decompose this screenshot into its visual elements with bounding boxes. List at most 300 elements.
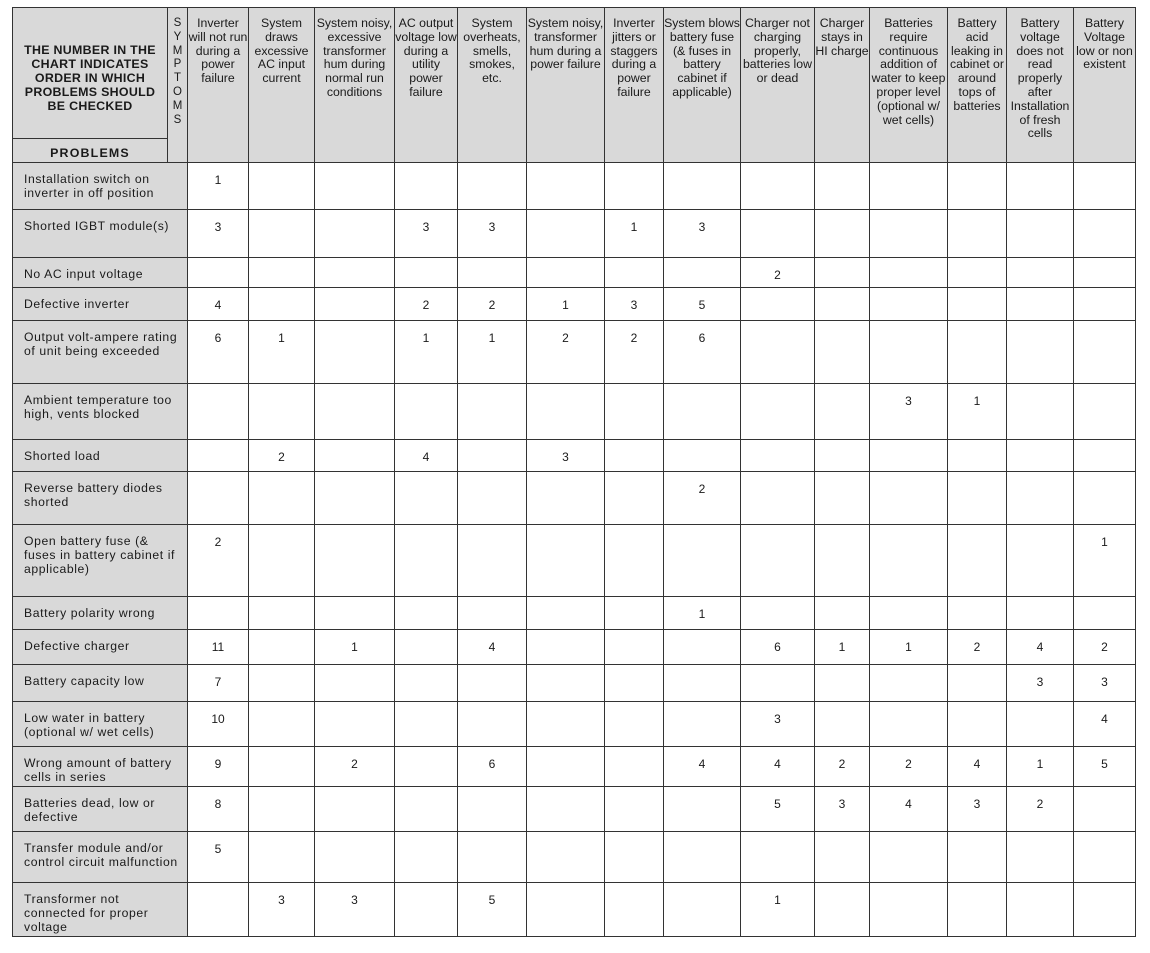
check-order-cell: 1 (458, 321, 527, 384)
check-order-cell (1007, 597, 1074, 630)
symptom-header: System noisy, transformer hum during a power failure (527, 8, 605, 163)
check-order-cell (249, 597, 315, 630)
check-order-cell (188, 384, 249, 440)
problems-table-body (13, 163, 1136, 937)
check-order-cell: 2 (458, 288, 527, 321)
problem-label: Battery polarity wrong (13, 597, 188, 630)
check-order-cell (188, 883, 249, 937)
check-order-cell (315, 832, 395, 883)
check-order-cell (605, 163, 664, 210)
table-row (13, 832, 1136, 883)
check-order-cell (1074, 321, 1136, 384)
table-row (13, 630, 1136, 665)
check-order-cell: 1 (527, 288, 605, 321)
check-order-cell (527, 472, 605, 525)
check-order-cell: 6 (458, 747, 527, 787)
symptom-header: Batteries require continuous addition of water to keep proper level (optional w/ wet cells) (870, 8, 948, 163)
problem-label: Battery capacity low (13, 665, 188, 702)
check-order-cell (605, 747, 664, 787)
check-order-cell (741, 321, 815, 384)
check-order-cell (870, 321, 948, 384)
symptom-header: Inverter jitters or staggers during a power failure (605, 8, 664, 163)
corner-divider (13, 138, 167, 139)
check-order-cell (527, 630, 605, 665)
symptom-header: AC output voltage low during a utility power failure (395, 8, 458, 163)
check-order-cell (1007, 288, 1074, 321)
check-order-cell (741, 832, 815, 883)
check-order-cell: 2 (1074, 630, 1136, 665)
check-order-cell: 1 (815, 630, 870, 665)
check-order-cell (1074, 384, 1136, 440)
check-order-cell (948, 665, 1007, 702)
problem-label: Output volt-ampere rating of unit being exceeded (13, 321, 188, 384)
check-order-cell (870, 288, 948, 321)
problem-label: Wrong amount of battery cells in series (13, 747, 188, 787)
symptom-header: Charger stays in HI charge (815, 8, 870, 163)
check-order-cell (527, 665, 605, 702)
check-order-cell (1007, 702, 1074, 747)
check-order-cell (815, 163, 870, 210)
check-order-cell: 10 (188, 702, 249, 747)
check-order-cell (315, 440, 395, 472)
check-order-cell (458, 258, 527, 288)
check-order-cell: 2 (188, 525, 249, 597)
check-order-cell: 1 (188, 163, 249, 210)
check-order-cell (815, 321, 870, 384)
check-order-cell (815, 525, 870, 597)
check-order-cell (395, 630, 458, 665)
check-order-cell (948, 258, 1007, 288)
check-order-cell (664, 525, 741, 597)
check-order-cell (249, 787, 315, 832)
table-row (13, 472, 1136, 525)
check-order-cell: 4 (188, 288, 249, 321)
check-order-cell (741, 288, 815, 321)
check-order-cell (870, 702, 948, 747)
check-order-cell: 3 (458, 210, 527, 258)
check-order-cell: 9 (188, 747, 249, 787)
check-order-cell (315, 384, 395, 440)
check-order-cell: 3 (741, 702, 815, 747)
check-order-cell (1074, 288, 1136, 321)
check-order-cell (1074, 472, 1136, 525)
check-order-cell (249, 630, 315, 665)
check-order-cell (741, 472, 815, 525)
check-order-cell (1007, 163, 1074, 210)
check-order-cell: 2 (395, 288, 458, 321)
check-order-cell (948, 525, 1007, 597)
check-order-cell (458, 787, 527, 832)
check-order-cell (315, 258, 395, 288)
check-order-cell: 3 (1007, 665, 1074, 702)
check-order-cell: 8 (188, 787, 249, 832)
problem-label: Shorted load (13, 440, 188, 472)
problem-label: Reverse battery diodes shorted (13, 472, 188, 525)
check-order-cell (948, 883, 1007, 937)
check-order-cell: 5 (188, 832, 249, 883)
check-order-cell: 3 (664, 210, 741, 258)
chart-legend-cell (13, 8, 168, 163)
check-order-cell (605, 787, 664, 832)
symptoms-letter: P (173, 58, 182, 71)
check-order-cell (605, 665, 664, 702)
check-order-cell (315, 321, 395, 384)
check-order-cell: 3 (605, 288, 664, 321)
check-order-cell (315, 702, 395, 747)
check-order-cell: 1 (315, 630, 395, 665)
check-order-cell (1074, 883, 1136, 937)
check-order-cell: 1 (249, 321, 315, 384)
check-order-cell (188, 472, 249, 525)
check-order-cell (249, 747, 315, 787)
check-order-cell (870, 832, 948, 883)
header-row (13, 8, 1136, 163)
check-order-cell (249, 702, 315, 747)
problem-label: Shorted IGBT module(s) (13, 210, 188, 258)
symptom-header: Battery voltage does not read properly after Installation of fresh cells (1007, 8, 1074, 163)
check-order-cell: 4 (458, 630, 527, 665)
check-order-cell (948, 832, 1007, 883)
check-order-cell: 4 (1074, 702, 1136, 747)
check-order-cell: 4 (870, 787, 948, 832)
check-order-cell (458, 832, 527, 883)
check-order-cell: 11 (188, 630, 249, 665)
check-order-cell: 6 (188, 321, 249, 384)
check-order-cell: 2 (948, 630, 1007, 665)
check-order-cell (948, 702, 1007, 747)
check-order-cell: 3 (249, 883, 315, 937)
check-order-cell (948, 472, 1007, 525)
check-order-cell (249, 210, 315, 258)
troubleshooting-chart (12, 7, 1136, 937)
check-order-cell: 4 (395, 440, 458, 472)
check-order-cell: 6 (741, 630, 815, 665)
table-row (13, 702, 1136, 747)
problem-label: Installation switch on inverter in off position (13, 163, 188, 210)
check-order-cell (249, 163, 315, 210)
symptom-header: System draws excessive AC input current (249, 8, 315, 163)
check-order-cell (315, 288, 395, 321)
check-order-cell: 3 (815, 787, 870, 832)
check-order-cell: 2 (815, 747, 870, 787)
check-order-cell (948, 597, 1007, 630)
check-order-cell (315, 472, 395, 525)
check-order-cell (815, 665, 870, 702)
check-order-cell (395, 384, 458, 440)
check-order-cell (605, 440, 664, 472)
check-order-cell (605, 597, 664, 630)
check-order-cell (1007, 832, 1074, 883)
check-order-cell (249, 665, 315, 702)
check-order-cell: 2 (870, 747, 948, 787)
check-order-cell (664, 163, 741, 210)
symptoms-letter: Y (173, 30, 182, 43)
check-order-cell (249, 525, 315, 597)
check-order-cell (188, 440, 249, 472)
check-order-cell (527, 883, 605, 937)
check-order-cell (870, 440, 948, 472)
check-order-cell (664, 702, 741, 747)
check-order-cell: 3 (948, 787, 1007, 832)
check-order-cell (1074, 210, 1136, 258)
table-row (13, 163, 1136, 210)
check-order-cell (870, 210, 948, 258)
table-row (13, 747, 1136, 787)
check-order-cell (741, 440, 815, 472)
check-order-cell (605, 258, 664, 288)
check-order-cell (1074, 258, 1136, 288)
table-row (13, 288, 1136, 321)
check-order-cell (395, 597, 458, 630)
check-order-cell (815, 702, 870, 747)
symptoms-letter: M (172, 44, 183, 57)
symptom-header: System blows battery fuse (& fuses in battery cabinet if applicable) (664, 8, 741, 163)
check-order-cell (527, 525, 605, 597)
check-order-cell: 4 (741, 747, 815, 787)
check-order-cell (395, 702, 458, 747)
symptom-header: Battery Voltage low or non existent (1074, 8, 1136, 163)
check-order-cell: 3 (1074, 665, 1136, 702)
check-order-cell (395, 258, 458, 288)
symptoms-letter: S (173, 113, 182, 126)
check-order-cell (741, 210, 815, 258)
check-order-cell (815, 440, 870, 472)
check-order-cell: 5 (741, 787, 815, 832)
check-order-cell (1007, 384, 1074, 440)
table-row (13, 210, 1136, 258)
check-order-cell (395, 163, 458, 210)
problem-label: Ambient temperature too high, vents blocked (13, 384, 188, 440)
check-order-cell (741, 163, 815, 210)
check-order-cell (870, 665, 948, 702)
check-order-cell (605, 883, 664, 937)
check-order-cell: 2 (1007, 787, 1074, 832)
check-order-cell (188, 258, 249, 288)
check-order-cell (1007, 883, 1074, 937)
check-order-cell (664, 440, 741, 472)
check-order-cell (815, 210, 870, 258)
check-order-cell: 7 (188, 665, 249, 702)
check-order-cell (948, 210, 1007, 258)
check-order-cell (527, 163, 605, 210)
check-order-cell (664, 665, 741, 702)
check-order-cell (1007, 258, 1074, 288)
check-order-cell: 1 (948, 384, 1007, 440)
check-order-cell: 2 (605, 321, 664, 384)
check-order-cell (664, 630, 741, 665)
symptoms-letter: M (172, 99, 183, 112)
check-order-cell (741, 525, 815, 597)
check-order-cell: 2 (315, 747, 395, 787)
problem-label: Batteries dead, low or defective (13, 787, 188, 832)
symptom-header: System overheats, smells, smokes, etc. (458, 8, 527, 163)
check-order-cell: 3 (395, 210, 458, 258)
check-order-cell (664, 832, 741, 883)
chart-title: THE NUMBER IN THE CHART INDICATES ORDER IN WHICH PROBLEMS SHOULD BE CHECKED (24, 43, 156, 113)
check-order-cell (188, 597, 249, 630)
problem-label: Defective inverter (13, 288, 188, 321)
check-order-cell: 4 (948, 747, 1007, 787)
check-order-cell: 3 (870, 384, 948, 440)
check-order-cell (870, 163, 948, 210)
check-order-cell (1074, 163, 1136, 210)
symptom-header: Battery acid leaking in cabinet or around tops of batteries (948, 8, 1007, 163)
check-order-cell: 1 (741, 883, 815, 937)
check-order-cell (527, 210, 605, 258)
symptoms-letter: S (173, 17, 182, 29)
check-order-cell (315, 163, 395, 210)
check-order-cell: 2 (664, 472, 741, 525)
symptoms-letter: O (173, 85, 182, 98)
check-order-cell (948, 440, 1007, 472)
check-order-cell (948, 288, 1007, 321)
check-order-cell: 3 (188, 210, 249, 258)
check-order-cell (815, 597, 870, 630)
table-row (13, 258, 1136, 288)
check-order-cell (458, 472, 527, 525)
check-order-cell (1007, 321, 1074, 384)
table-row (13, 787, 1136, 832)
check-order-cell: 2 (527, 321, 605, 384)
check-order-cell: 4 (1007, 630, 1074, 665)
check-order-cell (1007, 525, 1074, 597)
check-order-cell (458, 525, 527, 597)
check-order-cell (527, 702, 605, 747)
check-order-cell (948, 163, 1007, 210)
check-order-cell (458, 597, 527, 630)
check-order-cell (870, 883, 948, 937)
check-order-cell (664, 787, 741, 832)
check-order-cell (815, 832, 870, 883)
check-order-cell (1007, 210, 1074, 258)
check-order-cell (605, 472, 664, 525)
check-order-cell (249, 832, 315, 883)
check-order-cell (664, 384, 741, 440)
check-order-cell (249, 472, 315, 525)
check-order-cell: 3 (527, 440, 605, 472)
problem-label: Transformer not connected for proper voltage (13, 883, 188, 937)
check-order-cell: 1 (1074, 525, 1136, 597)
check-order-cell (870, 258, 948, 288)
check-order-cell (395, 747, 458, 787)
check-order-cell (527, 787, 605, 832)
check-order-cell (527, 258, 605, 288)
check-order-cell: 1 (664, 597, 741, 630)
check-order-cell (315, 787, 395, 832)
check-order-cell (458, 163, 527, 210)
check-order-cell (315, 525, 395, 597)
check-order-cell (870, 525, 948, 597)
check-order-cell (249, 288, 315, 321)
check-order-cell (315, 665, 395, 702)
symptom-header: Inverter will not run during a power failure (188, 8, 249, 163)
check-order-cell: 6 (664, 321, 741, 384)
check-order-cell (395, 665, 458, 702)
check-order-cell (605, 630, 664, 665)
check-order-cell (395, 472, 458, 525)
check-order-cell (870, 597, 948, 630)
symptoms-heading (168, 8, 188, 163)
check-order-cell (741, 665, 815, 702)
check-order-cell (605, 832, 664, 883)
check-order-cell (249, 258, 315, 288)
table-row (13, 665, 1136, 702)
symptom-header: Charger not charging properly, batteries low or dead (741, 8, 815, 163)
problem-label: Defective charger (13, 630, 188, 665)
problem-label: No AC input voltage (13, 258, 188, 288)
check-order-cell (458, 440, 527, 472)
table-row (13, 883, 1136, 937)
check-order-cell (315, 210, 395, 258)
check-order-cell (815, 288, 870, 321)
check-order-cell (815, 883, 870, 937)
check-order-cell (605, 525, 664, 597)
check-order-cell: 1 (870, 630, 948, 665)
check-order-cell (605, 384, 664, 440)
check-order-cell (1074, 787, 1136, 832)
check-order-cell (395, 832, 458, 883)
check-order-cell: 2 (741, 258, 815, 288)
table-row (13, 321, 1136, 384)
table-row (13, 597, 1136, 630)
check-order-cell (395, 787, 458, 832)
problem-label: Transfer module and/or control circuit malfunction (13, 832, 188, 883)
check-order-cell (870, 472, 948, 525)
check-order-cell (815, 258, 870, 288)
check-order-cell (815, 472, 870, 525)
check-order-cell (458, 665, 527, 702)
check-order-cell (1007, 440, 1074, 472)
table-row (13, 384, 1136, 440)
check-order-cell (315, 597, 395, 630)
check-order-cell (527, 384, 605, 440)
symptoms-letter: T (173, 72, 182, 85)
problem-label: Low water in battery (optional w/ wet cells) (13, 702, 188, 747)
problems-heading: PROBLEMS (50, 146, 130, 160)
check-order-cell (527, 832, 605, 883)
check-order-cell: 3 (315, 883, 395, 937)
check-order-cell (1007, 472, 1074, 525)
check-order-cell: 4 (664, 747, 741, 787)
check-order-cell: 2 (249, 440, 315, 472)
check-order-cell (1074, 440, 1136, 472)
check-order-cell (458, 384, 527, 440)
check-order-cell (664, 883, 741, 937)
problem-label: Open battery fuse (& fuses in battery cabinet if applicable) (13, 525, 188, 597)
check-order-cell (1074, 597, 1136, 630)
check-order-cell: 5 (458, 883, 527, 937)
check-order-cell (741, 384, 815, 440)
check-order-cell: 1 (605, 210, 664, 258)
check-order-cell (249, 384, 315, 440)
check-order-cell (948, 321, 1007, 384)
check-order-cell (527, 747, 605, 787)
check-order-cell (458, 702, 527, 747)
check-order-cell (664, 258, 741, 288)
check-order-cell (1074, 832, 1136, 883)
check-order-cell (395, 883, 458, 937)
check-order-cell: 1 (1007, 747, 1074, 787)
table-row (13, 525, 1136, 597)
check-order-cell (815, 384, 870, 440)
check-order-cell (395, 525, 458, 597)
table-row (13, 440, 1136, 472)
check-order-cell (741, 597, 815, 630)
check-order-cell: 1 (395, 321, 458, 384)
check-order-cell (605, 702, 664, 747)
symptom-header: System noisy, excessive transformer hum during normal run conditions (315, 8, 395, 163)
check-order-cell: 5 (664, 288, 741, 321)
